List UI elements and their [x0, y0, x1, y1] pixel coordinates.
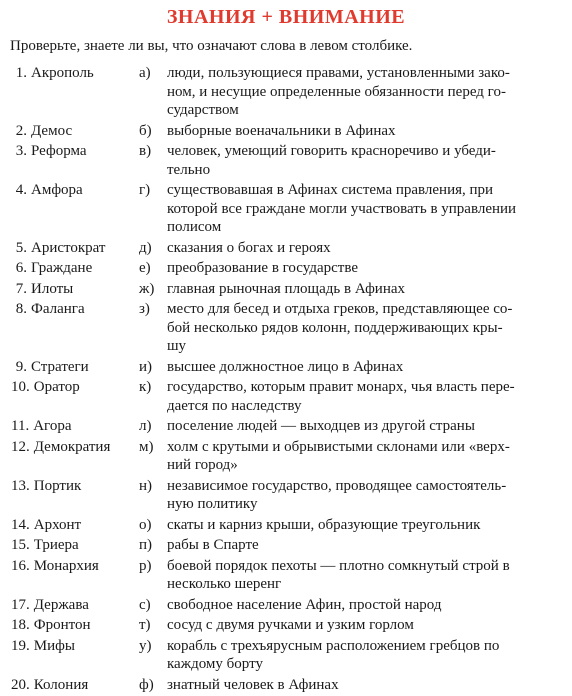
definition-line: знатный человек в Афинах — [167, 676, 339, 693]
definition-line: скаты и карниз крыши, образующие треугольник — [167, 516, 481, 533]
definition-line: выборные военачальники в Афинах — [167, 122, 396, 139]
table-row — [0, 378, 572, 415]
term-number: 8. — [15, 301, 27, 317]
definition-letter: з) — [139, 301, 150, 317]
definition-line: рабы в Спарте — [167, 537, 259, 553]
definition-text — [167, 142, 564, 179]
definition-letter: б) — [139, 122, 152, 139]
definition-letter: ф) — [139, 676, 154, 693]
term-word: Оратор — [33, 379, 80, 395]
term-word: Амфора — [31, 182, 83, 198]
term-cell — [0, 536, 139, 555]
definition-text — [167, 676, 564, 695]
table-row — [0, 122, 572, 141]
definition-line: независимое государство, проводящее самостоятель- — [167, 477, 507, 494]
definition-letter: в) — [139, 143, 152, 159]
term-number: 3. — [15, 143, 27, 159]
definition-letter: ж) — [139, 280, 155, 297]
table-row — [0, 596, 572, 615]
definition-line: дается по наследству — [167, 397, 302, 414]
term-word: Колония — [33, 676, 89, 693]
term-cell — [0, 181, 139, 200]
term-word: Архонт — [33, 516, 82, 533]
definition-cell — [139, 280, 572, 299]
definition-letter: т) — [139, 617, 151, 633]
definition-letter: к) — [139, 379, 152, 395]
term-cell — [0, 676, 139, 695]
table-row — [0, 516, 572, 535]
term-cell — [0, 637, 139, 656]
term-number: 9. — [15, 358, 27, 375]
definition-cell — [139, 122, 572, 141]
term-number: 15. — [11, 537, 30, 553]
term-number: 19. — [11, 637, 30, 654]
term-cell — [0, 259, 139, 278]
table-row — [0, 616, 572, 635]
definition-text — [167, 181, 564, 237]
definition-line: полисом — [167, 219, 222, 235]
definition-letter: р) — [139, 557, 152, 574]
term-word: Фаланга — [31, 301, 85, 317]
definition-text — [167, 300, 564, 356]
term-word: Триера — [33, 537, 79, 553]
term-number: 11. — [11, 418, 30, 434]
definition-line: шу — [167, 338, 187, 354]
definition-cell — [139, 181, 572, 237]
definition-letter: н) — [139, 477, 153, 494]
definition-line: высшее должностное лицо в Афинах — [167, 358, 404, 375]
definition-line: несколько шеренг — [167, 576, 282, 592]
term-number: 2. — [15, 122, 27, 139]
definition-line: ную политику — [167, 496, 258, 512]
definition-line: ний город» — [167, 457, 238, 473]
definition-letter: л) — [139, 418, 152, 434]
term-cell — [0, 358, 139, 377]
definition-cell — [139, 239, 572, 258]
definition-text — [167, 438, 564, 475]
term-word: Реформа — [31, 143, 87, 159]
term-word: Аристократ — [31, 239, 106, 256]
term-number: 7. — [15, 280, 27, 297]
definition-line: боевой порядок пехоты — плотно сомкнутый строй в — [167, 557, 510, 574]
term-word: Акрополь — [31, 65, 94, 81]
definition-text — [167, 557, 564, 594]
definition-line: сказания о богах и героях — [167, 239, 331, 256]
term-number: 16. — [11, 557, 30, 574]
table-row — [0, 637, 572, 674]
definition-cell — [139, 438, 572, 475]
term-cell — [0, 477, 139, 496]
term-word: Мифы — [33, 637, 75, 654]
definition-text — [167, 239, 564, 258]
definition-cell — [139, 477, 572, 514]
term-number: 20. — [11, 676, 30, 693]
matching-table — [0, 64, 572, 696]
term-word: Илоты — [31, 280, 74, 297]
table-row — [0, 181, 572, 237]
term-number: 4. — [15, 182, 27, 198]
term-number: 17. — [11, 596, 30, 613]
definition-text — [167, 378, 564, 415]
term-number: 10. — [11, 379, 30, 395]
term-cell — [0, 280, 139, 299]
definition-line: главная рыночная площадь в Афинах — [167, 280, 406, 297]
term-word: Демос — [31, 122, 73, 139]
page-title: ЗНАНИЯ + ВНИМАНИЕ — [166, 6, 406, 28]
definition-line: которой все граждане могли участвовать в управлении — [167, 200, 517, 217]
definition-text — [167, 280, 564, 299]
definition-letter: о) — [139, 516, 152, 533]
definition-letter: у) — [139, 637, 152, 654]
definition-cell — [139, 637, 572, 674]
definition-text — [167, 616, 564, 635]
definition-line: корабль с трехъярусным расположением гребцов по — [167, 637, 500, 654]
table-row — [0, 417, 572, 436]
definition-line: тельно — [167, 161, 211, 178]
definition-line: ном, и несущие определенные обязанности перед го- — [167, 83, 506, 100]
term-word: Граждане — [31, 260, 93, 276]
term-number: 12. — [11, 438, 30, 455]
definition-line: каждому борту — [167, 656, 263, 672]
term-cell — [0, 239, 139, 258]
definition-text — [167, 122, 564, 141]
term-cell — [0, 516, 139, 535]
definition-letter: п) — [139, 537, 153, 553]
table-row — [0, 557, 572, 594]
definition-text — [167, 637, 564, 674]
definition-cell — [139, 142, 572, 179]
definition-line: существовавшая в Афинах система правления, при — [167, 182, 494, 198]
term-number: 5. — [15, 239, 27, 256]
term-word: Держава — [33, 596, 89, 613]
term-word: Монархия — [33, 557, 99, 574]
definition-line: преобразование в государстве — [167, 260, 358, 276]
definition-cell — [139, 64, 572, 120]
definition-text — [167, 417, 564, 436]
definition-letter: е) — [139, 260, 151, 276]
definition-text — [167, 358, 564, 377]
term-cell — [0, 596, 139, 615]
definition-letter: с) — [139, 596, 151, 613]
table-row — [0, 438, 572, 475]
definition-cell — [139, 417, 572, 436]
definition-line: люди, пользующиеся правами, установленными зако- — [167, 65, 510, 81]
term-cell — [0, 122, 139, 141]
definition-line: поселение людей — выходцев из другой страны — [167, 418, 475, 434]
term-number: 6. — [15, 260, 27, 276]
term-number: 14. — [11, 516, 30, 533]
term-word: Портик — [33, 477, 82, 494]
definition-cell — [139, 516, 572, 535]
definition-line: свободное население Афин, простой народ — [167, 596, 442, 613]
term-cell — [0, 616, 139, 635]
definition-line: бой несколько рядов колонн, поддерживающих кры- — [167, 319, 503, 336]
table-row — [0, 676, 572, 695]
term-word: Агора — [33, 418, 72, 434]
definition-cell — [139, 259, 572, 278]
table-row — [0, 142, 572, 179]
definition-line: человек, умеющий говорить красноречиво и убеди- — [167, 143, 496, 159]
definition-text — [167, 64, 564, 120]
definition-cell — [139, 536, 572, 555]
definition-letter: а) — [139, 65, 151, 81]
definition-cell — [139, 596, 572, 615]
term-cell — [0, 300, 139, 319]
definition-cell — [139, 676, 572, 695]
definition-line: место для бесед и отдыха греков, представляющее со- — [167, 301, 513, 317]
term-number: 18. — [11, 617, 30, 633]
definition-text — [167, 477, 564, 514]
definition-line: сосуд с двумя ручками и узким горлом — [167, 617, 414, 633]
term-word: Фронтон — [33, 617, 91, 633]
term-number: 13. — [11, 477, 30, 494]
term-cell — [0, 557, 139, 576]
term-cell — [0, 142, 139, 161]
definition-letter: м) — [139, 438, 154, 455]
term-word: Стратеги — [31, 358, 89, 375]
term-cell — [0, 378, 139, 397]
definition-text — [167, 536, 564, 555]
table-row — [0, 259, 572, 278]
definition-letter: д) — [139, 239, 152, 256]
definition-letter: и) — [139, 358, 153, 375]
definition-line: государство, которым правит монарх, чья власть пере- — [167, 379, 515, 395]
instructions-text: Проверьте, знаете ли вы, что означают слова в левом столбике. — [10, 38, 413, 54]
table-row — [0, 239, 572, 258]
definition-text — [167, 516, 564, 535]
table-row — [0, 64, 572, 120]
definition-text — [167, 596, 564, 615]
definition-letter: г) — [139, 182, 151, 198]
definition-cell — [139, 557, 572, 594]
term-cell — [0, 438, 139, 457]
table-row — [0, 280, 572, 299]
table-row — [0, 477, 572, 514]
definition-cell — [139, 300, 572, 356]
definition-cell — [139, 616, 572, 635]
term-cell — [0, 417, 139, 436]
term-word: Демократия — [33, 438, 111, 455]
term-cell — [0, 64, 139, 83]
table-row — [0, 300, 572, 356]
term-number: 1. — [15, 65, 27, 81]
definition-line: сударством — [167, 102, 239, 118]
definition-text — [167, 259, 564, 278]
definition-cell — [139, 378, 572, 415]
table-row — [0, 358, 572, 377]
definition-line: холм с крутыми и обрывистыми склонами или «верх- — [167, 438, 510, 455]
table-row — [0, 536, 572, 555]
definition-cell — [139, 358, 572, 377]
